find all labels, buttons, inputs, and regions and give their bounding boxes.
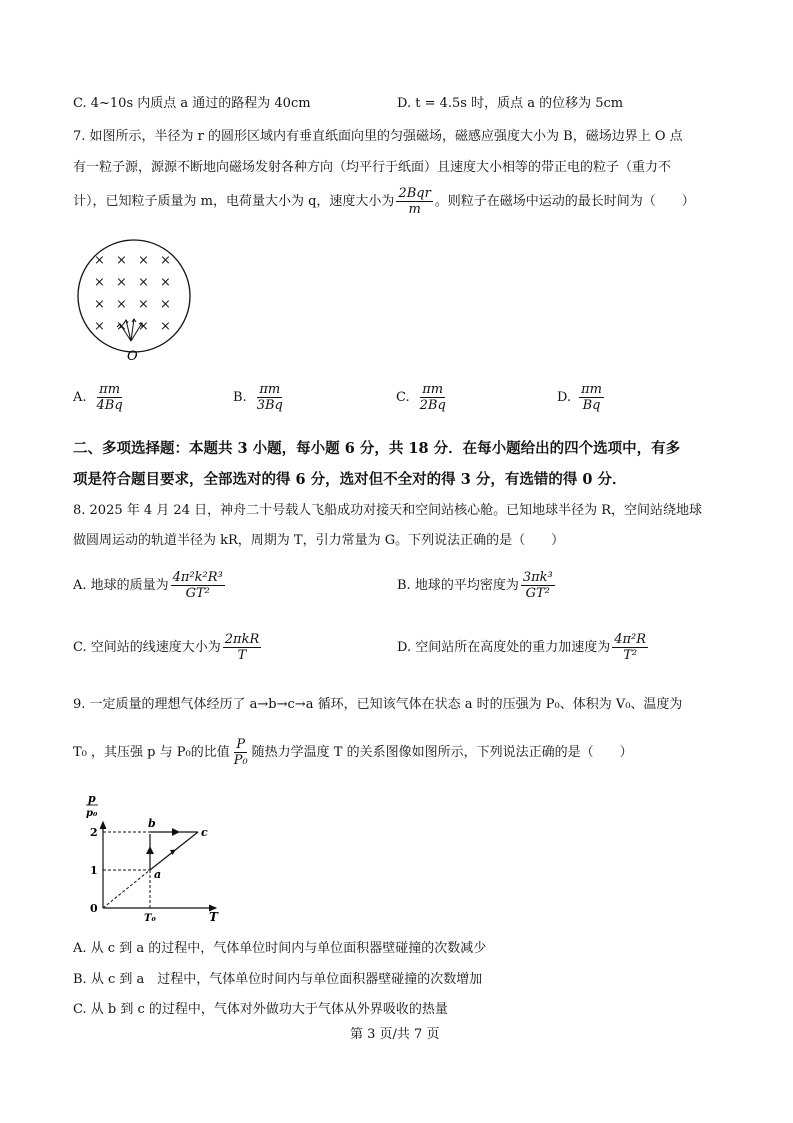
point-b-label: b [148,817,156,830]
q8-option-b [397,570,557,601]
q9-ratio-fraction [232,737,250,768]
page-footer: 第 3 页/共 7 页 [350,1027,440,1042]
field-x-mark: × [94,297,105,312]
q8-option-d-num: 4π²R [614,632,647,647]
field-x-mark: × [116,319,127,334]
q9-option-c: C. 从 b 到 c 的过程中，气体对外做功大于气体从外界吸收的热量 [73,1002,448,1017]
q7-option-a-fraction [95,382,125,413]
point-a-label: a [154,868,162,881]
q9-stem-line2 [73,737,633,768]
q7-option-a-num: πm [99,382,121,397]
q9-ratio-den: P₀ [233,753,248,768]
q8-option-d-text: D. 空间站所在高度处的重力加速度为 [397,639,611,655]
field-x-mark: × [160,297,171,312]
field-x-mark: × [116,253,127,268]
field-x-mark: × [94,253,105,268]
field-x-mark: × [138,319,149,334]
origin-label: 0 [90,902,98,915]
point-o-label: O [127,349,138,364]
tick-t0: T₀ [144,913,156,924]
q9-ratio-num: P [236,737,246,752]
field-x-mark: × [160,253,171,268]
q9-pressure-temperature-graph [80,790,230,925]
q7-stem-line3 [73,186,695,217]
q8-option-a-text: A. 地球的质量为 [73,577,169,593]
field-x-mark: × [94,275,105,290]
q6-option-d: D. t = 4.5s 时，质点 a 的位移为 5cm [397,96,624,111]
q8-option-a-fraction [171,570,225,601]
q7-option-a-label: A. [73,389,87,405]
q7-option-c-den: 2Bq [419,398,446,413]
q9-stem-line1: 9. 一定质量的理想气体经历了 a→b→c→a 循环，已知该气体在状态 a 时的压强为 P₀、体积为 V₀、温度为 [73,697,683,712]
q7-option-c [396,382,450,413]
x-axis-label: T [209,910,218,924]
section2-heading-line1: 二、多项选择题：本题共 3 小题，每小题 6 分，共 18 分．在每小题给出的四个选项中，有多 [73,440,681,457]
q7-option-c-fraction [418,382,448,413]
q7-speed-denominator: m [408,202,421,217]
q8-option-c-num: 2πkR [224,632,260,647]
q7-option-b-num: πm [259,382,281,397]
q8-option-d-den: T² [623,648,638,663]
y-axis-label-den: p₀ [86,808,98,819]
q8-option-b-num: 3πk³ [522,570,553,585]
field-x-mark: × [160,319,171,334]
q7-option-d-num: πm [581,382,602,397]
point-c-label: c [201,826,208,839]
section2-heading-line2: 项是符合题目要求，全部选对的得 6 分，选对但不全对的得 3 分，有选错的得 0 分． [73,471,627,488]
q7-option-a-den: 4Bq [96,398,123,413]
q9-stem-line2-a: T₀ ，其压强 p 与 P₀的比值 [73,744,230,760]
q8-option-c-fraction [223,632,261,663]
q8-option-d [397,632,650,663]
q8-option-a-num: 4π²k²R³ [172,570,223,585]
q8-option-c [73,632,263,663]
q7-option-d-den: Bq [582,398,601,413]
q7-option-d [557,382,606,413]
q8-option-c-den: T [237,648,247,663]
q7-option-b-den: 3Bq [256,398,283,413]
q8-option-b-text: B. 地球的平均密度为 [397,577,519,593]
dashed-guides [103,832,150,908]
q6-option-c: C. 4~10s 内质点 a 通过的路程为 40cm [73,96,311,111]
q8-option-b-den: GT² [525,586,550,601]
q9-stem-line2-b: 随热力学温度 T 的关系图像如图所示，下列说法正确的是（ ） [251,744,633,760]
tick-1: 1 [90,864,98,877]
q7-option-c-num: πm [422,382,444,397]
tick-2: 2 [90,826,98,839]
q8-option-c-text: C. 空间站的线速度大小为 [73,639,221,655]
q7-option-a [73,382,127,413]
q7-magnetic-field-figure [70,238,200,368]
q7-option-b-fraction [255,382,285,413]
arrow-b-to-c [172,828,180,836]
q8-option-b-fraction [521,570,555,601]
q8-stem-line1: 8. 2025 年 4 月 24 日，神舟二十号载人飞船成功对接天和空间站核心舱。已知地球半径为 R，空间站绕地球 [73,503,703,518]
q7-speed-numerator: 2Bqr [398,186,431,201]
q7-option-c-label: C. [396,389,410,405]
arrow-a-to-b [146,846,154,854]
y-axis-label-num: p [88,792,96,805]
q8-option-d-fraction [612,632,648,663]
field-x-mark: × [138,297,149,312]
field-x-mark: × [138,275,149,290]
q7-stem-line1: 7. 如图所示，半径为 r 的圆形区域内有垂直纸面向里的匀强磁场，磁感应强度大小为 B，磁场边界上 O 点 [73,129,683,144]
field-x-mark: × [160,275,171,290]
q7-option-d-fraction [579,382,604,413]
q8-option-a [73,570,227,601]
q8-stem-line2: 做圆周运动的轨道半径为 kR，周期为 T，引力常量为 G。下列说法正确的是（ ） [73,533,565,548]
q7-option-b-label: B. [233,389,247,405]
q7-stem-line2: 有一粒子源，源源不断地向磁场发射各种方向（均平行于纸面）且速度大小相等的带正电的粒子（重力不 [73,160,672,175]
q7-option-d-label: D. [557,389,572,405]
q7-stem-line3-b: 。则粒子在磁场中运动的最长时间为（ ） [434,193,695,209]
q7-option-b [233,382,287,413]
q7-speed-fraction [396,186,432,217]
field-x-mark: × [94,319,105,334]
q7-stem-line3-a: 计），已知粒子质量为 m，电荷量大小为 q，速度大小为 [73,193,395,209]
q9-option-b: B. 从 c 到 a 过程中，气体单位时间内与单位面积器壁碰撞的次数增加 [73,972,483,987]
q9-option-a: A. 从 c 到 a 的过程中，气体单位时间内与单位面积器壁碰撞的次数减少 [73,941,487,956]
q8-option-a-den: GT² [185,586,210,601]
field-x-mark: × [138,253,149,268]
field-x-mark: × [116,275,127,290]
field-x-mark: × [116,297,127,312]
